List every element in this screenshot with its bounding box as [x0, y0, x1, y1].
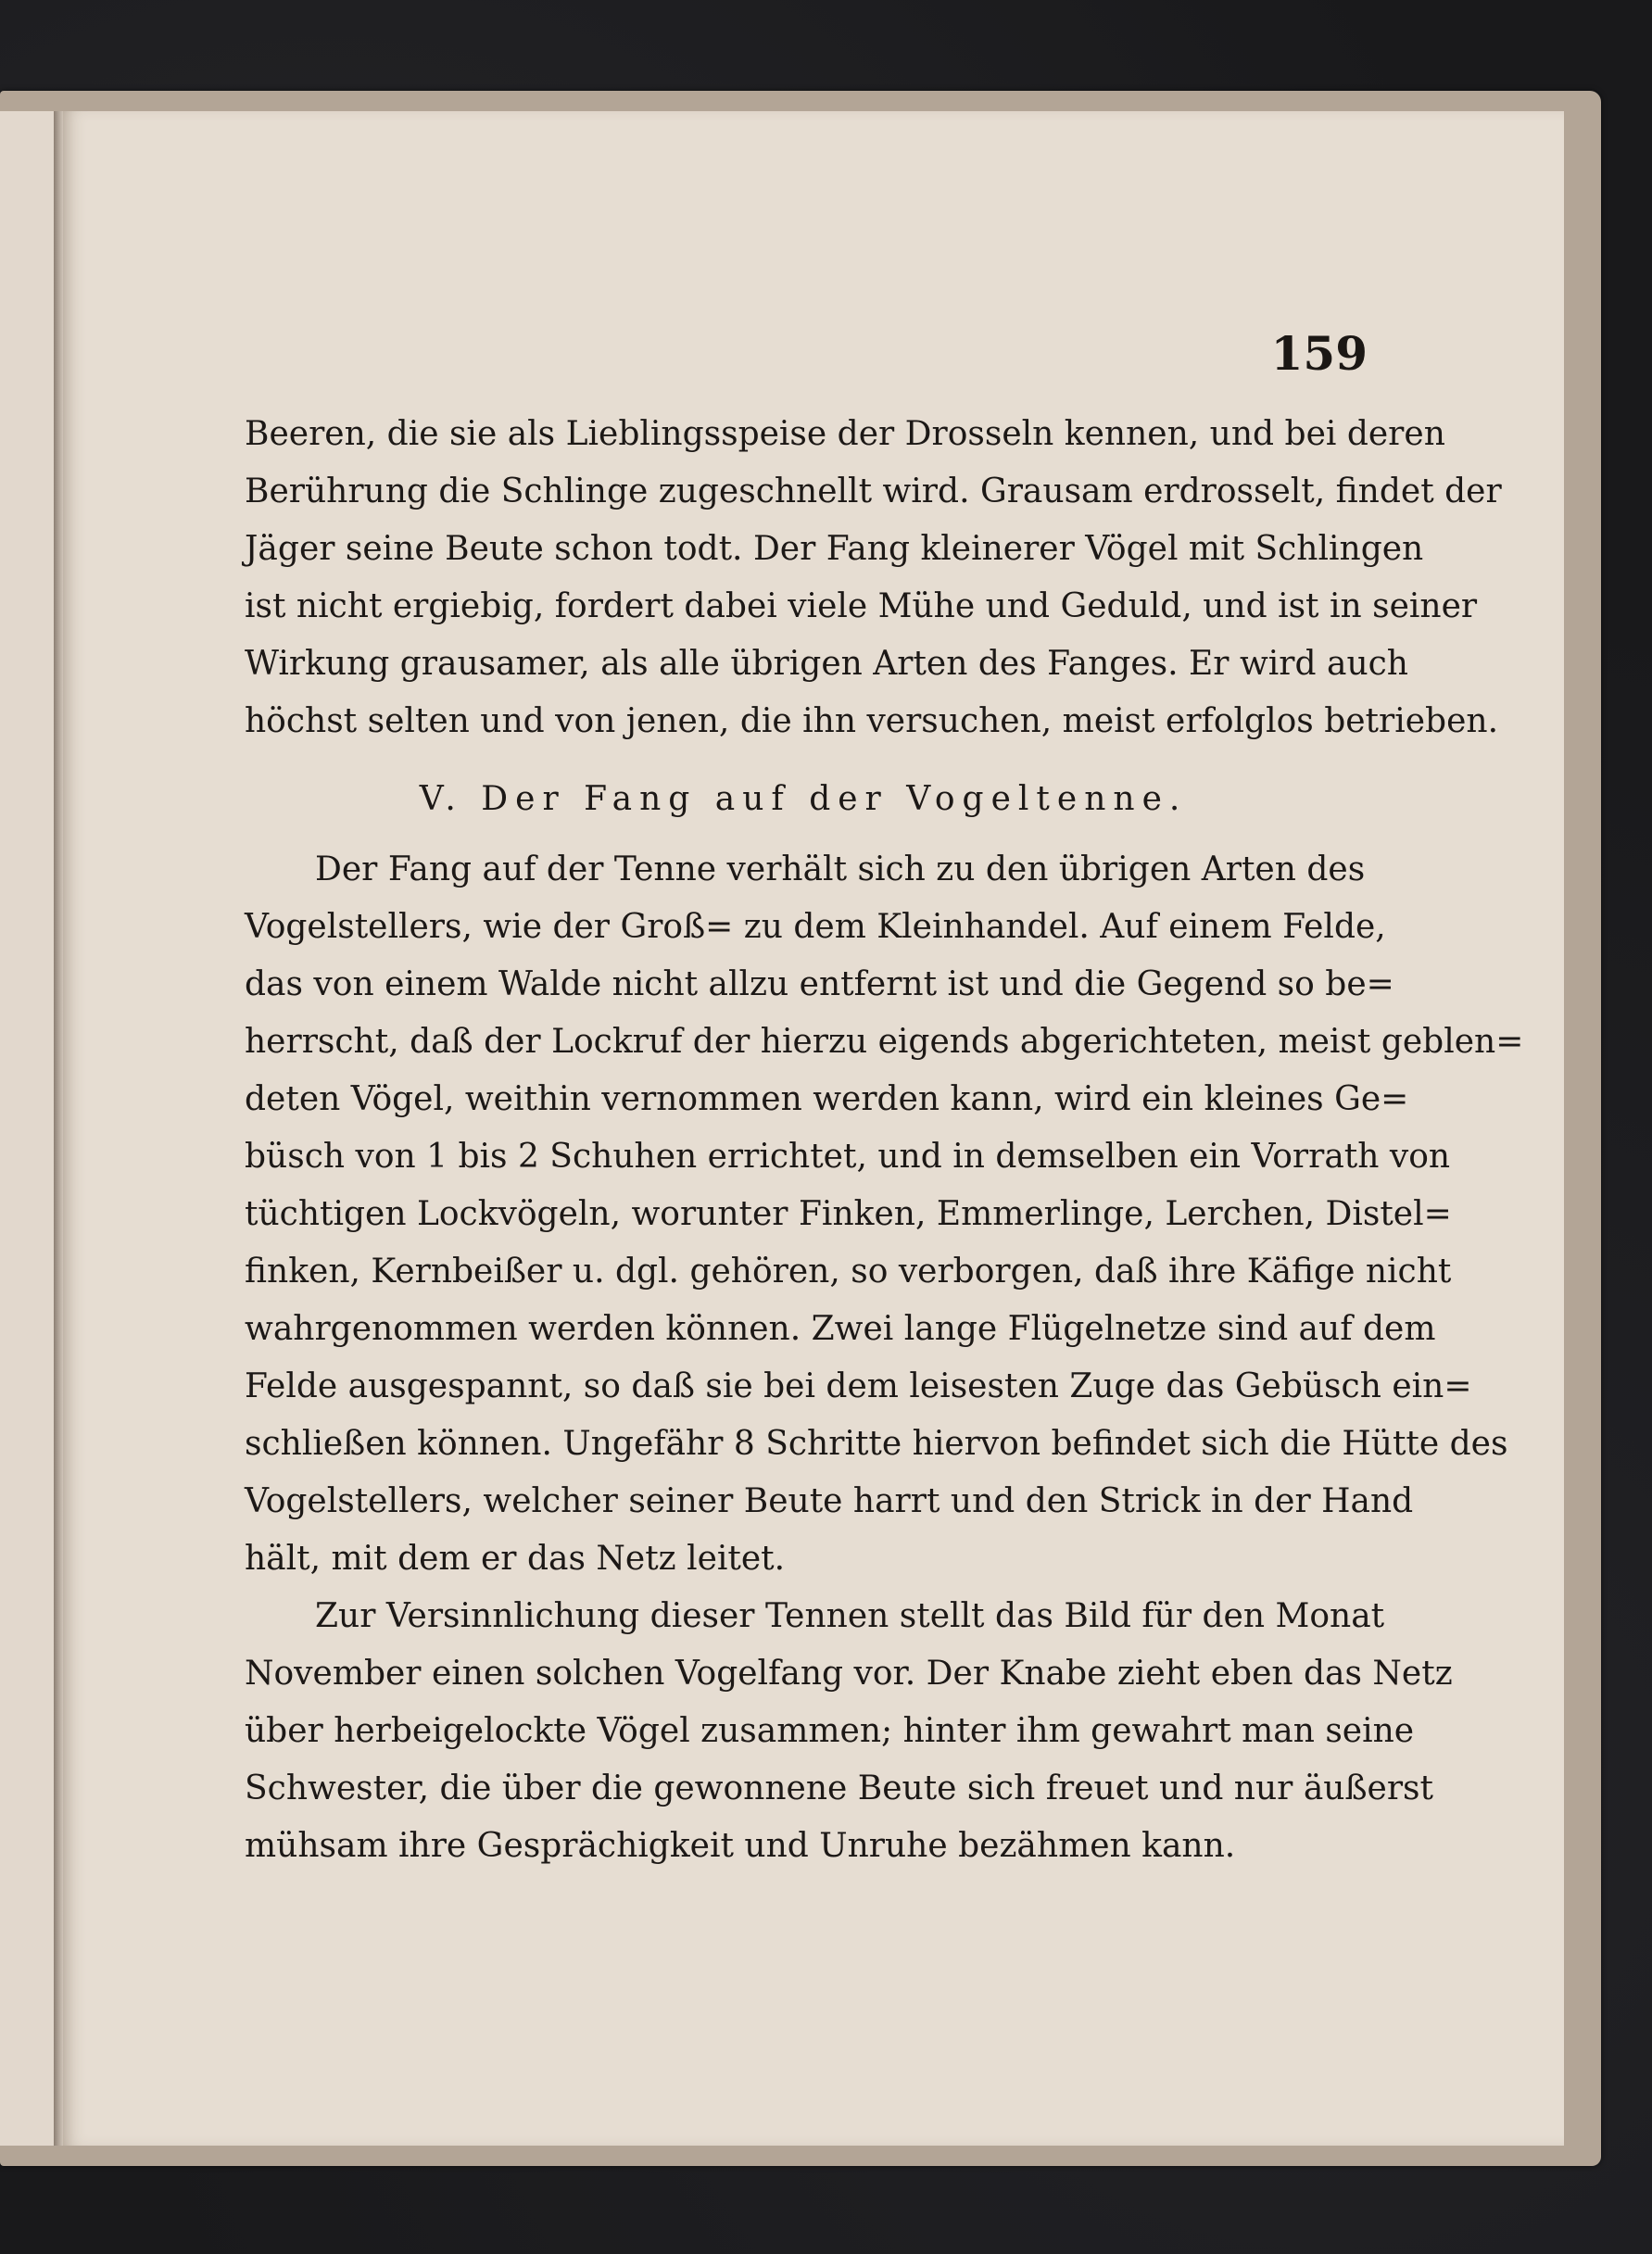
- section-heading: V. Der Fang auf der Vogeltenne.: [419, 780, 1188, 818]
- text-line: Zur Versinnlichung dieser Tennen stellt das Bild für den Monat: [315, 1597, 1385, 1635]
- text-line: Berührung die Schlinge zugeschnellt wird. Grausam erdrosselt, findet der: [245, 472, 1502, 510]
- text-line: Schwester, die über die gewonnene Beute sich freuet und nur äußerst: [245, 1769, 1433, 1807]
- text-line: Jäger seine Beute schon todt. Der Fang kleinerer Vögel mit Schlingen: [245, 530, 1424, 568]
- book-gutter: [54, 111, 63, 2146]
- text-line: deten Vögel, weithin vernommen werden kann, wird ein kleines Ge=: [245, 1080, 1409, 1118]
- text-line: finken, Kernbeißer u. dgl. gehören, so verborgen, daß ihre Käfige nicht: [245, 1253, 1452, 1291]
- left-page-edge: [0, 111, 56, 2146]
- text-line: mühsam ihre Gesprächigkeit und Unruhe bezähmen kann.: [245, 1827, 1236, 1865]
- page-text: [245, 406, 1524, 1875]
- text-line: wahrgenommen werden können. Zwei lange Flügelnetze sind auf dem: [245, 1310, 1436, 1348]
- text-line: Vogelstellers, wie der Groß= zu dem Kleinhandel. Auf einem Felde,: [245, 908, 1386, 946]
- paragraph-2: [245, 841, 1524, 1588]
- text-line: Felde ausgespannt, so daß sie bei dem leisesten Zuge das Gebüsch ein=: [245, 1367, 1472, 1405]
- text-line: Beeren, die sie als Lieblingsspeise der Drosseln kennen, und bei deren: [245, 415, 1445, 453]
- text-line: Wirkung grausamer, als alle übrigen Arten des Fanges. Er wird auch: [245, 645, 1408, 683]
- text-line: herrscht, daß der Lockruf der hierzu eigends abgerichteten, meist geblen=: [245, 1023, 1524, 1061]
- paragraph-3: [245, 1588, 1453, 1875]
- text-line: ist nicht ergiebig, fordert dabei viele Mühe und Geduld, und ist in seiner: [245, 587, 1478, 625]
- paragraph-1: [245, 406, 1502, 750]
- text-line: büsch von 1 bis 2 Schuhen errichtet, und in demselben ein Vorrath von: [245, 1138, 1451, 1176]
- text-line: hält, mit dem er das Netz leitet.: [245, 1540, 786, 1578]
- text-line: schließen können. Ungefähr 8 Schritte hiervon befindet sich die Hütte des: [245, 1425, 1508, 1463]
- text-line: über herbeigelockte Vögel zusammen; hinter ihm gewahrt man seine: [245, 1712, 1415, 1750]
- text-line: Der Fang auf der Tenne verhält sich zu den übrigen Arten des: [315, 850, 1366, 888]
- text-line: höchst selten und von jenen, die ihn versuchen, meist erfolglos betrieben.: [245, 702, 1499, 740]
- text-line: tüchtigen Lockvögeln, worunter Finken, Emmerlinge, Lerchen, Distel=: [245, 1195, 1452, 1233]
- page-number: 159: [1270, 326, 1368, 381]
- text-line: Vogelstellers, welcher seiner Beute harrt und den Strick in der Hand: [245, 1482, 1414, 1520]
- text-line: das von einem Walde nicht allzu entfernt ist und die Gegend so be=: [245, 965, 1394, 1003]
- text-line: November einen solchen Vogelfang vor. Der Knabe zieht eben das Netz: [245, 1655, 1453, 1693]
